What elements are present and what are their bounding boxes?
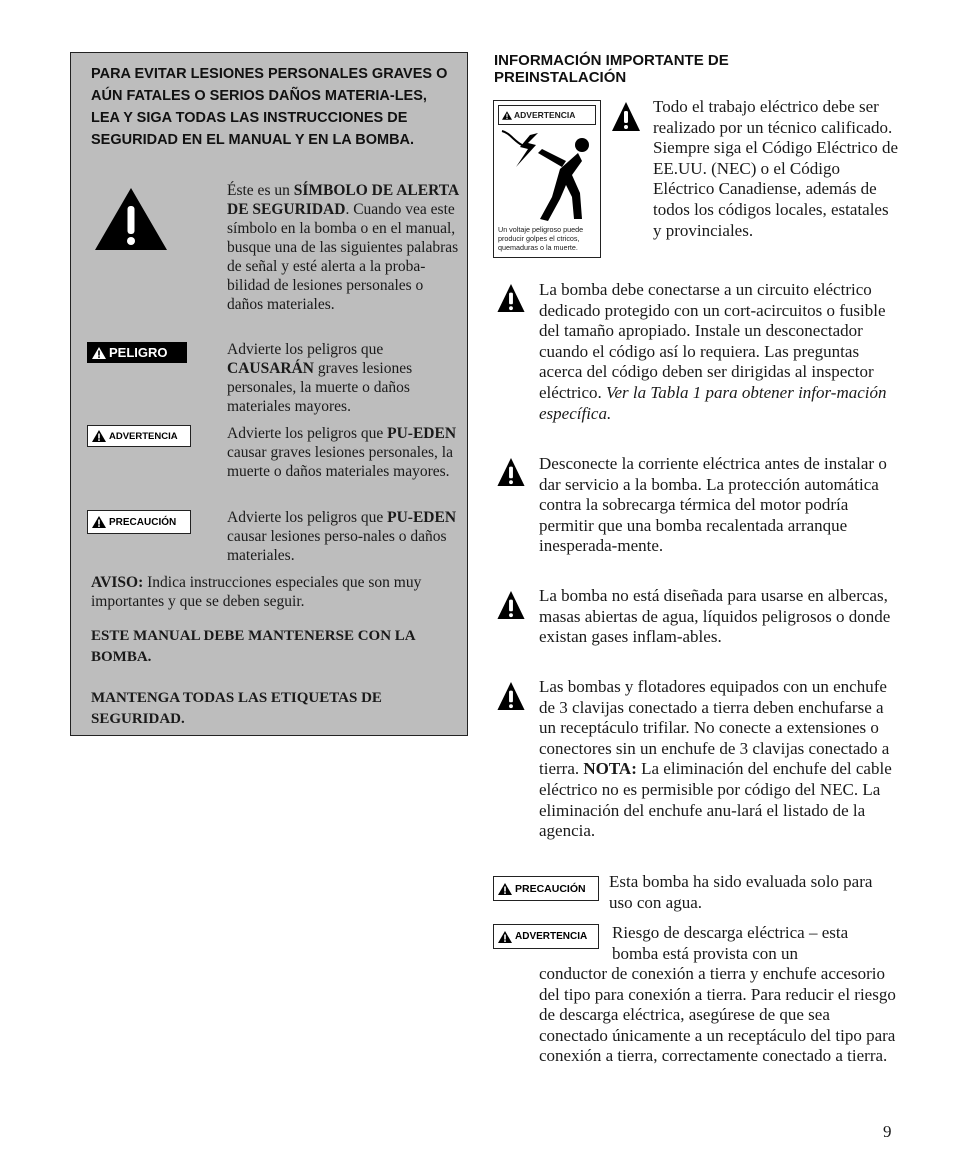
advertencia-tag: ADVERTENCIA — [87, 425, 191, 447]
advertencia-description: Advierte los peligros que PU-EDEN causar graves lesiones personales, la muerte o daños materiales mayores. — [227, 425, 457, 480]
safety-box-heading: PARA EVITAR LESIONES PERSONALES GRAVES O AÚN FATALES O SERIOS DAÑOS MATERIA-LES, LEA Y SIGA TODAS LAS INSTRUCCIONES DE SEGURIDAD EN EL MANUAL Y EN LA BOMBA. — [91, 66, 448, 148]
warning-triangle-icon — [494, 590, 528, 620]
warning-triangle-icon — [92, 516, 106, 528]
warning-triangle-icon — [494, 681, 528, 711]
warning-triangle-icon — [498, 883, 512, 895]
precaucion-tag: PRECAUCIÓN — [493, 876, 599, 901]
electrocution-person-icon — [500, 127, 596, 223]
warning-triangle-icon — [502, 111, 512, 120]
aviso-note — [91, 573, 451, 611]
warning-triangle-icon — [498, 931, 512, 943]
warning-label-caption: Un voltaje peligroso puede producir golpes el ctricos, quemaduras o la muerte. — [498, 225, 584, 252]
warning-label-header: ADVERTENCIA — [498, 105, 596, 125]
keep-labels-notice: MANTENGA TODAS LAS ETIQUETAS DE SEGURIDAD. — [91, 690, 382, 727]
keep-manual-notice: ESTE MANUAL DEBE MANTENERSE CON LA BOMBA. — [91, 628, 415, 665]
warning-triangle-icon — [93, 186, 169, 252]
disconnect-power-paragraph: Desconecte la corriente eléctrica antes de instalar o dar servicio a la bomba. La protección automática contra la sobrecarga térmica del motor podría permitir que una bomba recalentada arranque inesperada-mente. — [539, 454, 887, 556]
shock-risk-paragraph-continued: conductor de conexión a tierra y enchufe accesorio del tipo para conexión a tierra. Para reducir el riesgo de descarga eléctrica, asegúrese de que sea conectado únicamente a un receptáculo del tipo para conexión a tierra, correctamente conectado a tierra. — [539, 964, 896, 1066]
advertencia-tag: ADVERTENCIA — [493, 924, 599, 949]
peligro-tag: PELIGRO — [87, 342, 187, 363]
aviso-label: AVISO: — [91, 574, 144, 591]
electrical-work-paragraph: Todo el trabajo eléctrico debe ser realizado por un técnico calificado. Siempre siga el Código Eléctrico de EE.UU. (NEC) o el Código Eléctrico Canadiense, además de todos los códigos locales, estatales y provinciales. — [653, 97, 899, 240]
alert-symbol-description: Éste es un SÍMBOLO DE ALERTA DE SEGURIDAD. Cuando vea este símbolo en la bomba o en el manual, busque una de las siguientes palabras de señal y esté alerta a la proba-bilidad de lesiones personales o daños materiales. — [227, 182, 459, 313]
shock-risk-paragraph-start: Riesgo de descarga eléctrica – esta bomba está provista con un — [612, 923, 849, 963]
dedicated-circuit-paragraph: La bomba debe conectarse a un circuito eléctrico dedicado protegido con un cort-acircuitos o fusible del tamaño apropiado. Instale un desconectador cuando el código así lo requiera. Las preguntas acerca del código deben ser dirigidas al inspector eléctrico. Ver la Tabla 1 para obtener infor-mación específica. — [539, 280, 887, 423]
section-title: INFORMACIÓN IMPORTANTE DE PREINSTALACIÓN — [494, 52, 729, 86]
precaucion-tag: PRECAUCIÓN — [87, 510, 191, 534]
water-only-paragraph: Esta bomba ha sido evaluada solo para uso con agua. — [609, 872, 873, 912]
warning-triangle-icon — [92, 430, 106, 442]
precaucion-description: Advierte los peligros que PU-EDEN causar lesiones perso-nales o daños materiales. — [227, 509, 457, 564]
pool-usage-paragraph: La bomba no está diseñada para usarse en albercas, masas abiertas de agua, líquidos peligrosos o donde existan gases inflam-ables. — [539, 586, 891, 647]
warning-triangle-icon — [494, 457, 528, 487]
warning-triangle-icon — [611, 101, 641, 132]
safety-info-box — [70, 52, 468, 736]
aviso-text: Indica instrucciones especiales que son muy importantes y que se deben seguir. — [91, 574, 422, 610]
warning-triangle-icon — [494, 283, 528, 313]
peligro-description: Advierte los peligros que CAUSARÁN graves lesiones personales, la muerte o daños materiales mayores. — [227, 341, 413, 415]
grounded-plug-paragraph: Las bombas y flotadores equipados con un enchufe de 3 clavijas conectado a tierra deben enchufarse a un receptáculo trifilar. No conecte a extensiones o conectores sin un enchufe de 3 clavijas conectado a tierra. NOTA: La eliminación del enchufe del cable eléctrico no es permisible por código del NEC. La eliminación del enchufe anu-lará el listado de la agencia. — [539, 677, 892, 841]
page-number: 9 — [883, 1122, 892, 1141]
warning-triangle-icon — [92, 347, 106, 359]
electrical-hazard-warning-label — [493, 100, 601, 258]
